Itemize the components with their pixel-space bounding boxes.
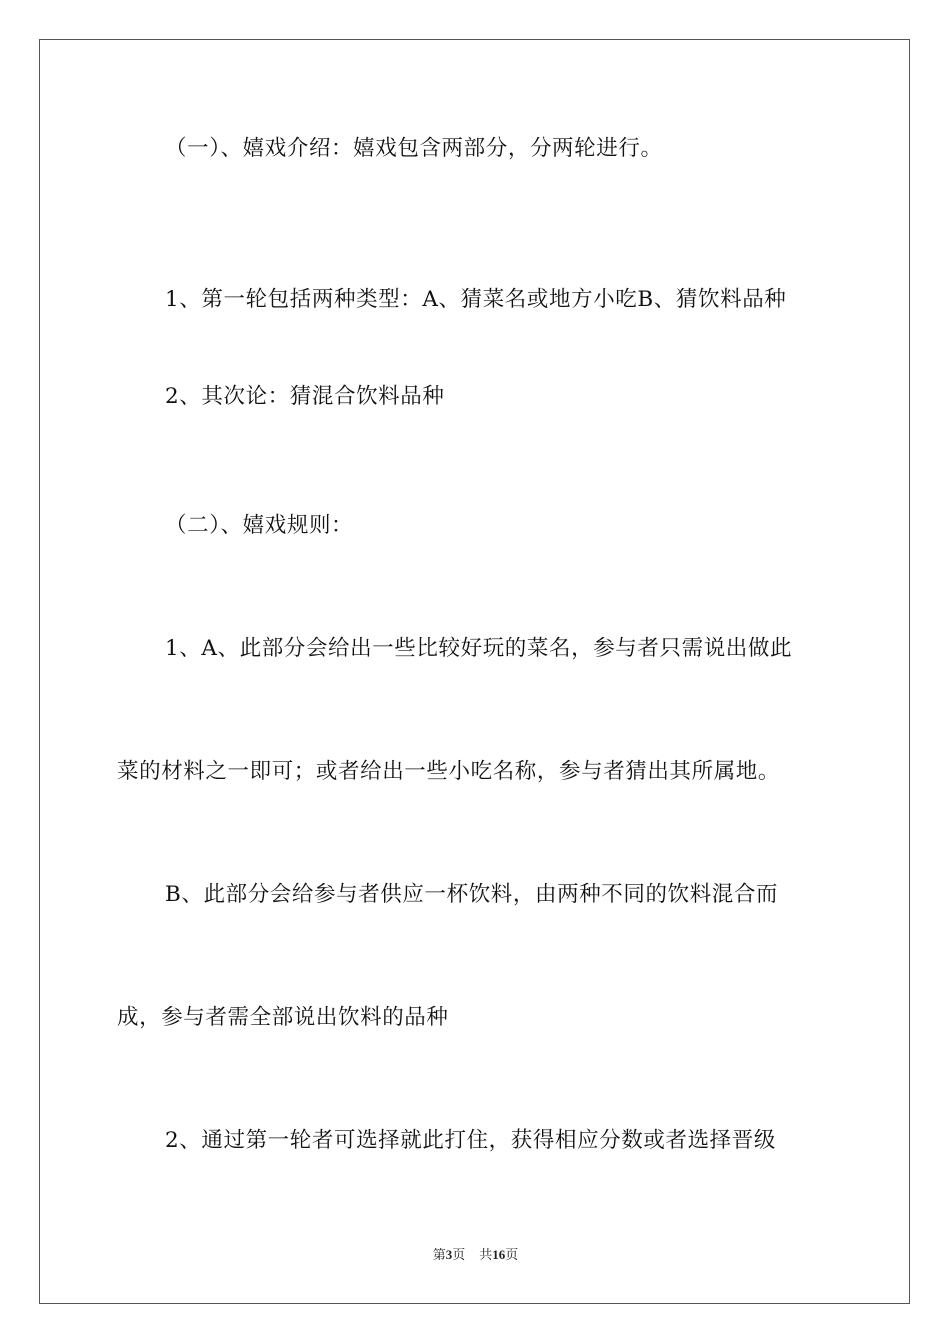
- paragraph-line: 2、通过第一轮者可选择就此打住，获得相应分数或者选择晋级: [165, 1128, 776, 1153]
- total-prefix: 共: [479, 1247, 493, 1262]
- page-number: 3: [445, 1247, 453, 1262]
- paragraph-line: 菜的材料之一即可；或者给出一些小吃名称，参与者猜出其所属地。: [117, 759, 781, 784]
- paragraph-line: 1、第一轮包括两种类型：A、猜菜名或地方小吃B、猜饮料品种: [165, 287, 787, 312]
- section-heading-rules: （二）、嬉戏规则：: [165, 513, 354, 538]
- total-suffix: 页: [505, 1247, 519, 1262]
- section-heading-intro: （一）、嬉戏介绍：嬉戏包含两部分，分两轮进行。: [165, 136, 663, 161]
- paragraph-line: 1、A、此部分会给出一些比较好玩的菜名，参与者只需说出做此: [165, 636, 793, 661]
- page-footer: [40, 1247, 911, 1263]
- paragraph-line: B、此部分会给参与者供应一杯饮料，由两种不同的饮料混合而: [165, 882, 779, 907]
- page-frame: [39, 39, 910, 1304]
- page-prefix: 第: [432, 1247, 446, 1262]
- page-suffix: 页: [452, 1247, 466, 1262]
- paragraph-line: 成，参与者需全部说出饮料的品种: [117, 1005, 449, 1030]
- paragraph-line: 2、其次论：猜混合饮料品种: [165, 384, 445, 409]
- total-pages: 16: [492, 1247, 506, 1262]
